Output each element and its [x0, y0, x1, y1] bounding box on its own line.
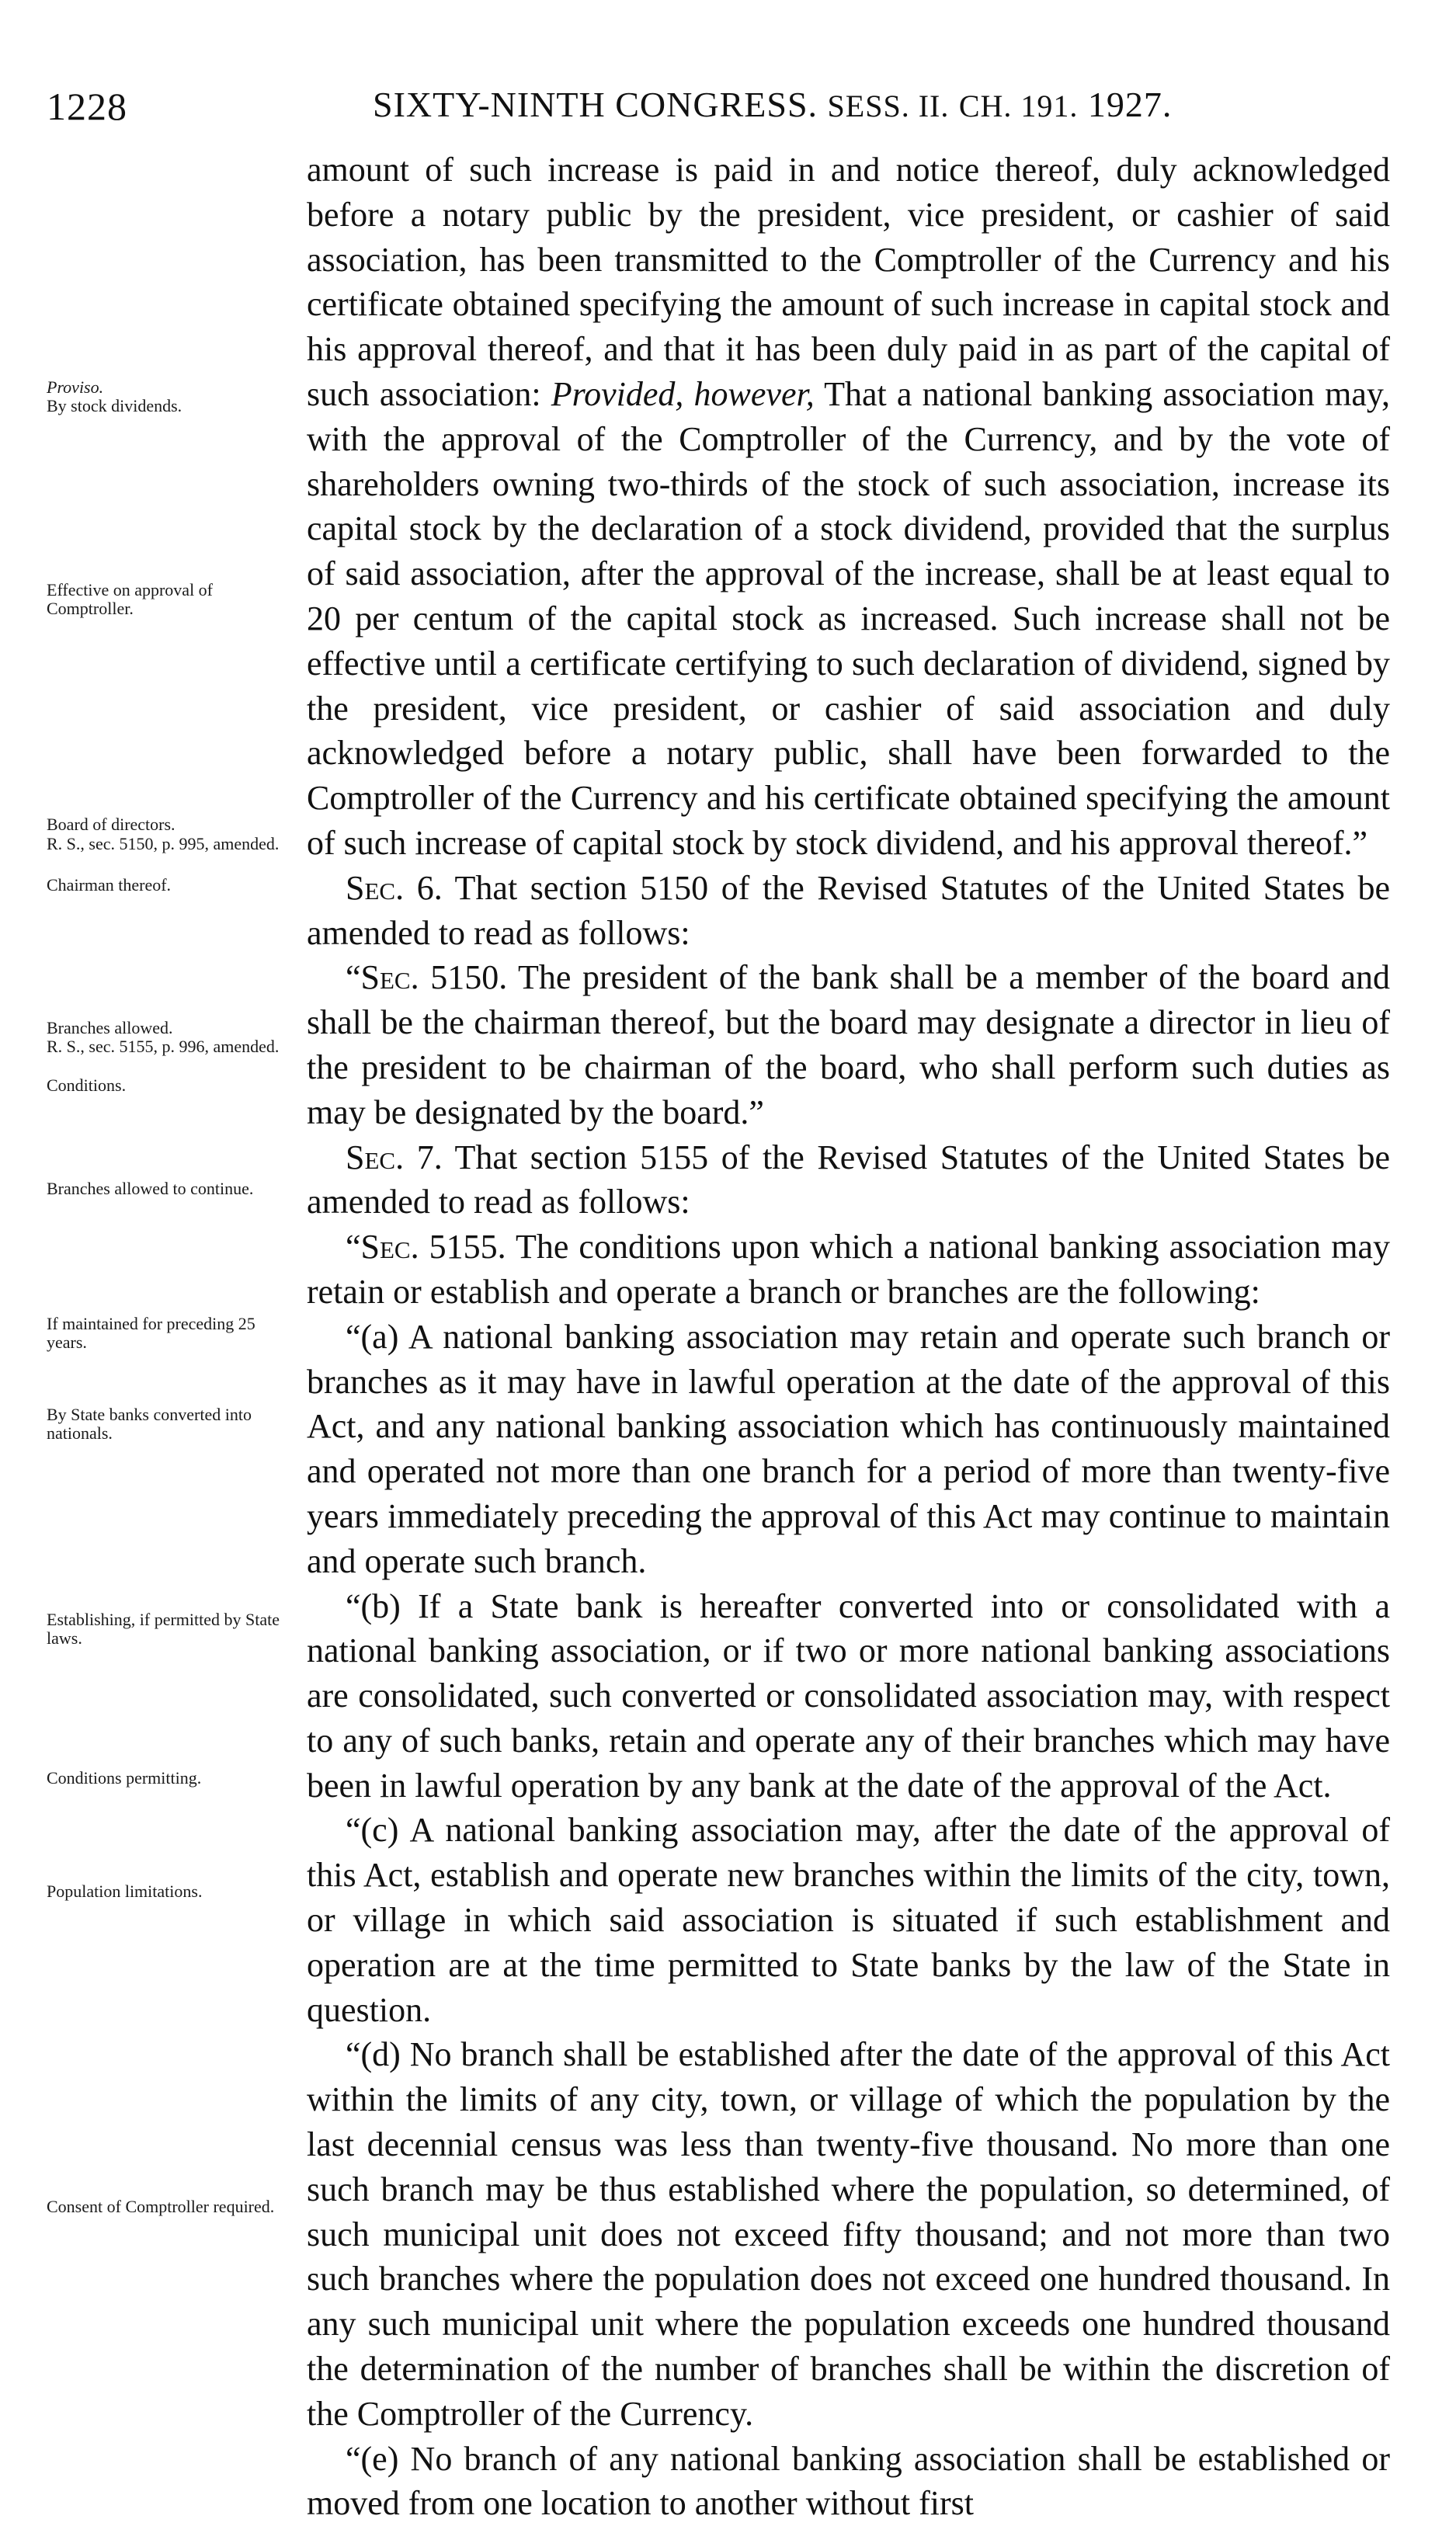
margin-note-25-years: If maintained for preceding 25 years.	[47, 1314, 255, 1352]
margin-note-branches-allowed: Branches allowed.	[47, 1018, 173, 1037]
running-head	[373, 84, 1172, 125]
paragraph-sec-5150: “Sec. 5150. The president of the bank shall be a member of the board and shall be the chairman thereof, but the board may designate a director in lieu of the president to be chairman of the board, who shall perform such duties as may be designated by the board.”	[307, 958, 1390, 1131]
margin-note-board: Board of directors.	[47, 815, 175, 834]
margin-note-rs-5155: R. S., sec. 5155, p. 996, amended.	[47, 1037, 280, 1056]
year-label: 1927.	[1087, 85, 1173, 124]
margin-note-proviso: Proviso.	[47, 377, 104, 397]
margin-note-conditions: Conditions.	[47, 1075, 127, 1095]
margin-note-establishing: Establishing, if permitted by State laws.	[47, 1610, 280, 1648]
margin-note-rs-5150: R. S., sec. 5150, p. 995, amended.	[47, 834, 280, 853]
paragraph-d: “(d) No branch shall be established after the date of the approval of this Act within the limits of any city, town, or village of which the population by the last decennial census was less than twenty-five thousand. No more than one such branch may be thus established where the population, so determined, of such municipal unit does not exceed fifty thousand; and not more than two such branches where the population does not exceed one hundred thousand. In any such municipal unit where the population exceeds one hundred thousand the determination of the number of branches shall be within the discretion of the Comptroller of the Currency.	[307, 2035, 1390, 2433]
margin-note-consent: Consent of Comptroller required.	[47, 2197, 275, 2216]
session-label: SESS. II.	[827, 89, 950, 123]
margin-note-conditions-permitting: Conditions permitting.	[47, 1768, 202, 1788]
margin-note-chairman: Chairman thereof.	[47, 875, 172, 895]
page-header	[47, 84, 1398, 130]
paragraph-increase: amount of such increase is paid in and notice thereof, duly acknowledged before a notary public by the president, vice president, or cashier of said association, has been transmitted to the Comptroller of the Currency and his certificate obtained specifying the amount of such increase in capital stock and his approval thereof, and that it has been duly paid in as part of the capital of such association: Provided, however, That a national banking association may, with the approval of the Comptroller of the Currency, and by the vote of shareholders owning two-thirds of the stock of such association, increase its capital stock by the declaration of a stock dividend, provided that the surplus of said association, after the approval of the increase, shall be at least equal to 20 per centum of the capital stock as increased. Such increase shall not be effective until a certificate certifying to such declaration of dividend, signed by the president, vice president, or cashier of said association and duly acknowledged before a notary public, shall have been forwarded to the Comptroller of the Currency and his certificate obtained specifying the amount of such increase of capital stock by stock dividend, and his approval thereof.”	[307, 151, 1390, 862]
paragraph-a: “(a) A national banking association may retain and operate such branch or branches as it may have in lawful operation at the date of the approval of this Act, and any national banking association which has continuously maintained and operated not more than one branch for a period of more than twenty-five years immediately preceding the approval of this Act may continue to maintain and operate such branch.	[307, 1317, 1390, 1580]
chapter-label: CH. 191.	[958, 89, 1079, 123]
margin-note-stock-dividends: By stock dividends.	[47, 396, 182, 415]
paragraph-sec-6: Sec. 6. That section 5150 of the Revised Statutes of the United States be amended to read as follows:	[307, 868, 1390, 952]
paragraph-b: “(b) If a State bank is hereafter converted into or consolidated with a national banking association, or if two or more national banking associations are consolidated, such converted or consolidated association may, with respect to any of such banks, retain and operate any of their branches which may have been in lawful operation by any bank at the date of the approval of the Act.	[307, 1586, 1390, 1805]
margin-note-population: Population limitations.	[47, 1881, 203, 1901]
congress-title: SIXTY-NINTH CONGRESS.	[373, 85, 818, 124]
statute-text	[307, 148, 1390, 2526]
margin-note-continue: Branches allowed to continue.	[47, 1179, 254, 1198]
proviso-italic: Provided, however,	[551, 374, 815, 413]
paragraph-e: “(e) No branch of any national banking association shall be established or moved from one location to another without first	[307, 2439, 1390, 2523]
margin-note-state-banks: By State banks converted into nationals.	[47, 1405, 252, 1443]
paragraph-sec-5155: “Sec. 5155. The conditions upon which a national banking association may retain or establish and operate a branch or branches are the following:	[307, 1228, 1390, 1311]
paragraph-c: “(c) A national banking association may, after the date of the approval of this Act, establish and operate new branches within the limits of the city, town, or village in which said association is situated if such establishment and operation are at the time permitted to State banks by the law of the State in question.	[307, 1811, 1390, 2029]
margin-note-effective: Effective on approval of Comptroller.	[47, 580, 214, 618]
page-number: 1228	[47, 85, 127, 128]
paragraph-sec-7: Sec. 7. That section 5155 of the Revised Statutes of the United States be amended to read as follows:	[307, 1138, 1390, 1221]
